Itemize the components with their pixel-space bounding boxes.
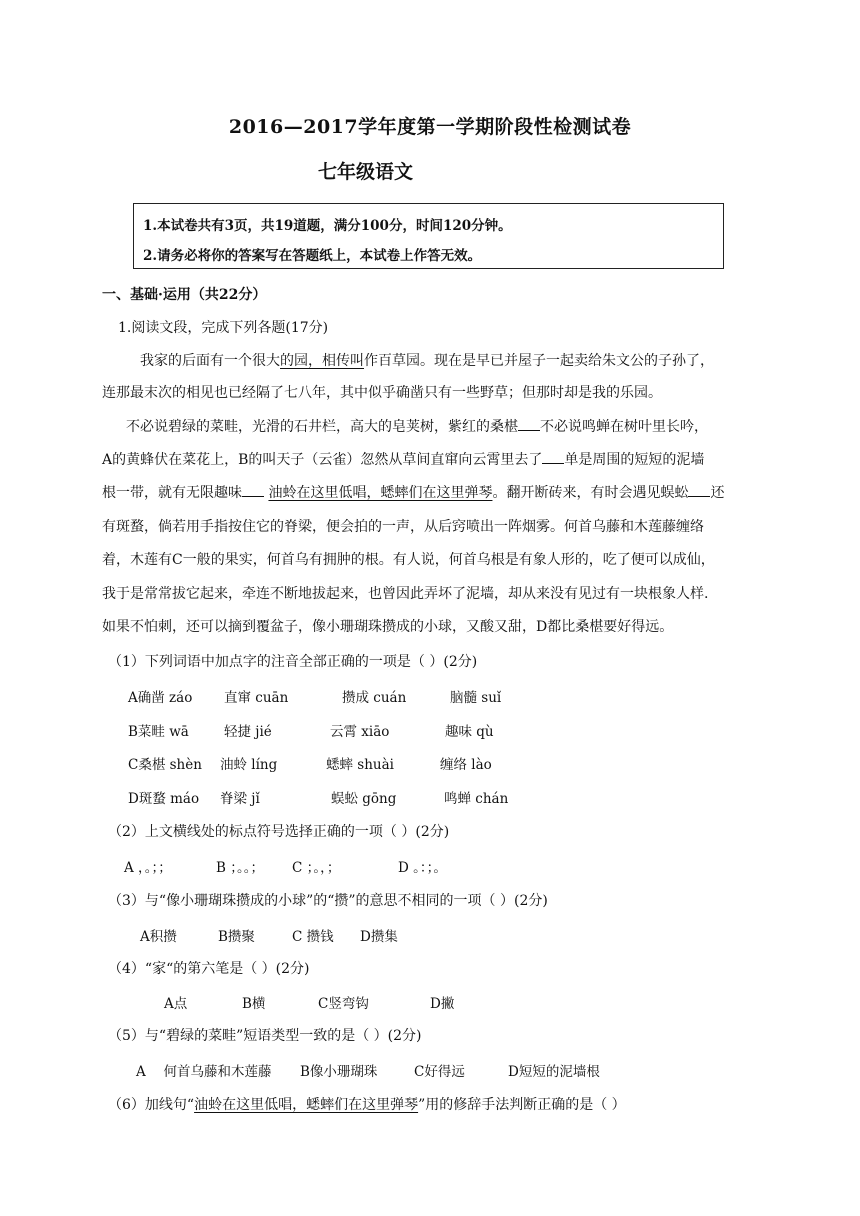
option-d[interactable]: D 。：；。 (398, 860, 447, 876)
option-b[interactable]: B横 (242, 996, 266, 1012)
passage-line: 连那最末次的相见也已经隔了七八年，其中似乎确凿只有一些野草；但那时却是我的乐园。 (102, 385, 662, 401)
option-b3: 云霄 xiāo (330, 724, 390, 740)
option-d1[interactable]: D斑蝥 máo (128, 791, 200, 807)
option-b[interactable]: B攒聚 (218, 929, 255, 945)
option-c4: 缠络 lào (440, 757, 492, 773)
passage-underlined-text: 的园，相传叫 (280, 353, 364, 369)
sub-question-4: （4）“家“的第六笔是（ ）(2分) (108, 961, 310, 977)
question-text: （6）加线句“ (108, 1097, 195, 1113)
question-text: ”用的修辞手法判断正确的是（ ） (418, 1097, 626, 1113)
option-a[interactable]: A 何首乌藤和木莲藤 (136, 1064, 272, 1080)
option-c[interactable]: C竖弯钩 (318, 996, 369, 1012)
option-c[interactable]: C好得远 (414, 1064, 465, 1080)
notice-box (133, 203, 724, 269)
passage-text: 不必说鸣蝉在树叶里长吟， (540, 419, 708, 435)
sub-question-2: （2）上文横线处的标点符号选择正确的一项（ ）(2分) (108, 824, 450, 840)
notice-line-2: 2.请务必将你的答案写在答题纸上，本试卷上作答无效。 (143, 248, 482, 264)
option-b4: 趣味 qù (445, 724, 494, 740)
passage-line: 着，木莲有C一般的果实，何首乌有拥肿的根。有人说，何首乌根是有象人形的，吃了便可以成仙， (102, 552, 715, 568)
option-a4: 脑髓 suǐ (450, 690, 502, 706)
option-b[interactable]: B ；。。； (216, 860, 264, 876)
option-a3: 攒成 cuán (342, 690, 407, 706)
option-b2: 轻捷 jié (224, 724, 272, 740)
option-d4: 鸣蝉 chán (444, 791, 509, 807)
passage-line: 有斑蝥，倘若用手指按住它的脊梁，便会拍的一声，从后窍喷出一阵烟雾。何首乌藤和木莲藤缠络 (102, 519, 704, 535)
exam-subtitle: 七年级语文 (318, 161, 414, 183)
sub-question-5: （5）与“碧绿的菜畦”短语类型一致的是（ ）(2分) (108, 1028, 422, 1044)
notice-line-1: 1.本试卷共有3页，共19道题，满分100分，时间120分钟。 (143, 218, 512, 234)
sub-question-1: （1）下列词语中加点字的注音全部正确的一项是（ ）(2分) (108, 654, 478, 670)
option-b1[interactable]: B菜畦 wā (128, 724, 189, 740)
option-a1[interactable]: A确凿 záo (128, 690, 193, 706)
option-a[interactable]: A ，。；； (124, 860, 172, 876)
option-c1[interactable]: C桑椹 shèn (128, 757, 202, 773)
section-heading: 一、基础·运用（共22分） (102, 287, 267, 303)
option-a[interactable]: A积攒 (140, 929, 177, 945)
option-a2: 直窜 cuān (224, 690, 289, 706)
passage-line (140, 350, 714, 370)
question-1-intro: 1.阅读文段，完成下列各题(17分) (118, 320, 329, 336)
option-c[interactable]: C ；。，； (292, 860, 341, 876)
option-c2: 油蛉 líng (220, 757, 278, 773)
fill-blank[interactable] (242, 484, 264, 497)
exam-title: 2016—2017学年度第一学期阶段性检测试卷 (228, 116, 632, 138)
option-c3: 蟋蟀 shuài (326, 757, 394, 773)
sub-question-3: （3）与“像小珊瑚珠攒成的小球”的“攒”的意思不相同的一项（ ）(2分) (108, 893, 548, 909)
option-d3: 蜈蚣 gōng (331, 791, 397, 807)
fill-blank[interactable] (518, 418, 540, 431)
option-c[interactable]: C 攒钱 (292, 929, 334, 945)
passage-line (126, 416, 708, 436)
fill-blank[interactable] (542, 451, 564, 464)
fill-blank[interactable] (688, 484, 710, 497)
passage-text: 根一带，就有无限趣味 (102, 485, 242, 501)
passage-text: 我家的后面有一个很大 (140, 353, 280, 369)
option-d[interactable]: D撇 (430, 996, 455, 1012)
option-b[interactable]: B像小珊瑚珠 (300, 1064, 378, 1080)
passage-line (102, 482, 724, 502)
passage-line: 我于是常常拔它起来，牵连不断地拔起来，也曾因此弄坏了泥墙，却从来没有见过有一块根象人样. (102, 586, 709, 602)
passage-underlined-text: 油蛉在这里低唱，蟋蟀们在这里弹琴 (268, 485, 493, 501)
option-a[interactable]: A点 (164, 996, 188, 1012)
passage-line: 如果不怕刺，还可以摘到覆盆子，像小珊瑚珠攒成的小球，又酸又甜，D都比桑椹要好得远。 (102, 619, 674, 635)
sub-question-6 (108, 1094, 626, 1114)
option-d[interactable]: D短短的泥墙根 (508, 1064, 600, 1080)
passage-text: 还 (710, 485, 725, 501)
passage-text: 单是周围的短短的泥墙 (564, 452, 705, 468)
option-d2: 脊梁 jǐ (220, 791, 260, 807)
passage-line (102, 449, 704, 469)
passage-text: 不必说碧绿的菜畦，光滑的石井栏，高大的皂荚树，紫红的桑椹 (126, 419, 518, 435)
option-d[interactable]: D攒集 (360, 929, 398, 945)
passage-text: A的黄蜂伏在菜花上，B的叫天子（云雀）忽然从草间直窜向云霄里去了 (102, 452, 543, 468)
passage-text: 。翻开断砖来，有时会遇见蜈蚣 (492, 485, 689, 501)
question-underlined-text: 油蛉在这里低唱，蟋蟀们在这里弹琴 (194, 1097, 419, 1113)
passage-text: 作百草园。现在是早已并屋子一起卖给朱文公的子孙了， (364, 353, 714, 369)
